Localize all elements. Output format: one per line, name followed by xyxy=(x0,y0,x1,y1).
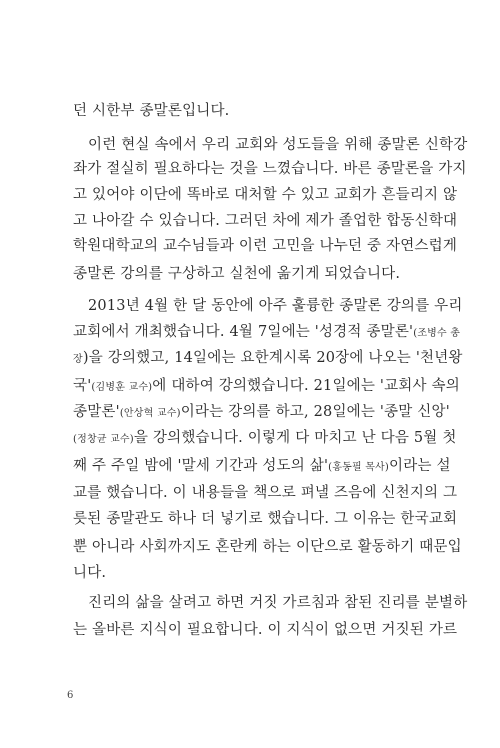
line-text: 고 나아갈 수 있습니다. 그러던 차에 제가 졸업한 합동신학대 xyxy=(73,213,458,229)
text-line xyxy=(73,402,450,424)
line-text: 째 주 주일 밤에 '말세 기간과 성도의 삶' xyxy=(73,458,329,474)
citation-text: (홍동필 목사) xyxy=(328,462,390,473)
citation-text: (정창균 교수) xyxy=(73,434,134,445)
line-text: 이런 현실 속에서 우리 교회와 성도들을 위해 종말론 신학강 xyxy=(88,137,468,153)
text-line xyxy=(73,620,458,640)
line-text: 교회에서 개최했습니다. 4월 7일에는 '성경적 종말론' xyxy=(73,324,414,340)
text-line xyxy=(73,456,451,478)
line-text: 2013년 4월 한 달 동안에 아주 훌륭한 종말론 강의를 우리 xyxy=(88,298,463,314)
line-text: 니다. xyxy=(73,565,107,581)
text-line xyxy=(73,322,461,344)
line-text: 진리의 삶을 살려고 하면 거짓 가르침과 참된 진리를 분별하 xyxy=(88,595,468,611)
text-line xyxy=(73,509,458,529)
citation-text: (조병수 총 xyxy=(413,328,461,339)
text-line xyxy=(73,563,428,583)
text-line xyxy=(73,348,463,370)
line-text: 종말론' xyxy=(73,404,120,420)
line-text: 이라는 설 xyxy=(389,458,451,474)
line-text: 고 있어야 이단에 똑바로 대처할 수 있고 교회가 흔들리지 않 xyxy=(73,187,458,203)
text-line xyxy=(73,264,428,284)
line-text: 던 시한부 종말론입니다. xyxy=(73,103,230,119)
page-number: 6 xyxy=(67,690,74,701)
text-line xyxy=(88,593,468,613)
text-line xyxy=(73,159,467,179)
line-text: )을 강의했고, 14일에는 요한계시록 20장에 나오는 '천년왕 xyxy=(82,350,463,366)
line-text: 릇된 종말관도 하나 더 넣기로 했습니다. 그 이유는 한국교회 xyxy=(73,511,458,527)
text-line xyxy=(88,296,463,316)
line-text: 국' xyxy=(73,378,92,394)
text-line xyxy=(73,428,457,450)
line-text: 는 올바른 지식이 필요합니다. 이 지식이 없으면 거짓된 가르 xyxy=(73,622,458,638)
citation-text: (안상혁 교수) xyxy=(119,408,181,419)
line-text: 이라는 강의를 하고, 28일에는 '종말 신앙' xyxy=(180,404,450,420)
line-text: 종말론 강의를 구상하고 실천에 옮기게 되었습니다. xyxy=(73,266,401,282)
line-text: 좌가 절실히 필요하다는 것을 느꼈습니다. 바른 종말론을 가지 xyxy=(73,161,467,177)
line-text: 교를 했습니다. 이 내용들을 책으로 펴낼 즈음에 신천지의 그 xyxy=(73,485,458,501)
line-text: 을 강의했습니다. 이렇게 다 마치고 난 다음 5월 첫 xyxy=(133,430,457,446)
text-line xyxy=(73,537,462,557)
line-text: 에 대하여 강의했습니다. 21일에는 '교회사 속의 xyxy=(152,378,460,394)
text-line xyxy=(88,135,468,155)
citation-text: (김병훈 교수) xyxy=(91,382,153,393)
text-line xyxy=(73,236,458,256)
line-text: 뿐 아니라 사회까지도 혼란케 하는 이단으로 활동하기 때문입 xyxy=(73,539,462,555)
citation-text: 장 xyxy=(73,354,83,365)
text-line xyxy=(73,376,460,398)
text-line xyxy=(73,483,458,503)
text-line xyxy=(73,185,458,205)
text-line xyxy=(73,211,458,231)
text-line xyxy=(73,101,428,121)
line-text: 학원대학교의 교수님들과 이런 고민을 나누던 중 자연스럽게 xyxy=(73,238,458,254)
